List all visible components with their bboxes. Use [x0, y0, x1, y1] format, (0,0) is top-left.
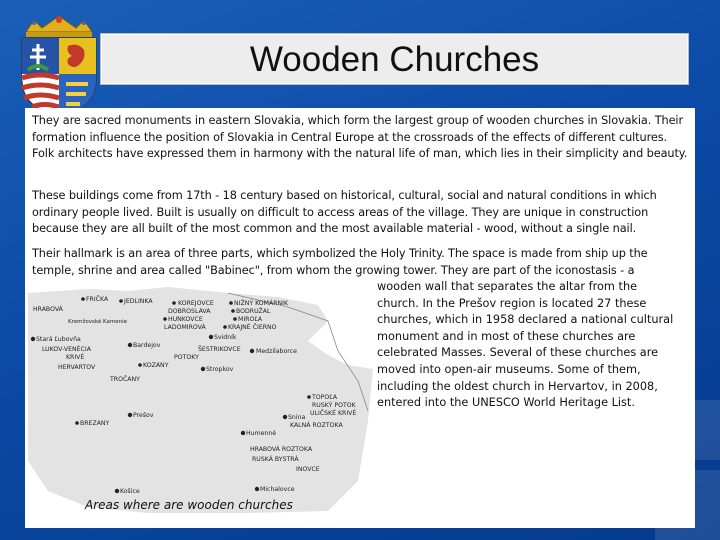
map-marker [128, 413, 132, 417]
map-label-topola: TOPOĽA [312, 394, 338, 401]
map-marker [115, 489, 119, 493]
map-label-hervartov: HERVARTOV [58, 364, 96, 371]
map-label-medzilaborce: Medzilaborce [256, 348, 297, 355]
map-label-kremzovske: Kremžovské Kamenie [68, 319, 128, 325]
map-label-stara-lubovna: Stará Ľubovňa [36, 336, 81, 343]
map-marker [229, 301, 233, 305]
map-marker [138, 363, 142, 367]
map-label-dobroslava: DOBROSLAVA [168, 308, 211, 315]
map-label-bardejov: Bardejov [133, 342, 161, 349]
page-title: Wooden Churches [249, 40, 540, 79]
map-label-michalovce: Michalovce [260, 486, 295, 493]
coat-of-arms-logo [14, 14, 104, 118]
map-label-trocany: TROČANY [110, 376, 140, 383]
map-label-hrabova-roztoka: HRABOVÁ ROZTOKA [250, 446, 313, 453]
map-label-kozany: KOZANY [143, 362, 169, 369]
map-marker [81, 297, 85, 301]
title-bar [100, 33, 689, 85]
map-marker [128, 343, 132, 347]
map-label-sestrikovce: ŠESTRIKOVCE [198, 346, 241, 353]
map-marker [31, 337, 35, 341]
paragraph-origins: They are sacred monuments in eastern Slovakia, which form the largest group of wooden churches in Slovakia. Their formation influence the position of Slovakia in Central Europe at the crossroads of the effects of different cultures. Folk architects have expressed them in harmony with the natural life of man, which lies in their simplicity and beauty. [32, 114, 688, 161]
map-label-nizny-komarnik: NIŽNÝ KOMÁRNIK [234, 300, 289, 307]
map-label-lukov: LUKOV-VENÉCIA [42, 346, 91, 353]
map-label-potoky: POTOKY [174, 354, 199, 361]
map-label-mirola: MIROĽA [238, 316, 263, 323]
map-label-presov: Prešov [133, 412, 154, 419]
content-panel [25, 108, 695, 528]
map-marker [209, 335, 213, 339]
map-label-korejovce: KOREJOVCE [178, 300, 214, 307]
map-marker [307, 395, 311, 399]
paragraph-construction: These buildings come from 17th - 18 century based on historical, cultural, social and natural conditions in which ordinary people lived. Built is usually on difficult to access areas of the village. They are unique in construction because they are all built of the most common and the most available material - wood, without a single nail. [32, 189, 657, 236]
map-label-hunkovce: HUNKOVCE [168, 316, 203, 323]
map-marker [283, 415, 287, 419]
map-label-fricka: FRIČKA [86, 296, 109, 303]
map-label-rusky-potok: RUSKÝ POTOK [312, 402, 356, 409]
map-marker [172, 301, 176, 305]
map-marker [119, 299, 123, 303]
map-label-brezany: BREZANY [80, 420, 110, 427]
map-marker [75, 421, 79, 425]
map-label-krive: KRIVÉ [66, 354, 85, 361]
map-label-kalna-roztoka: KALNÁ ROZTOKA [290, 422, 343, 429]
map-label-jedlinka: JEDLINKA [124, 298, 153, 305]
map-marker [223, 325, 227, 329]
map-label-krajne-cierno: KRAJNÉ ČIERNO [228, 324, 277, 331]
map-label-ladomirova: LADOMIROVÁ [164, 324, 206, 331]
map-label-svidnik: Svidník [214, 334, 237, 341]
map-label-bodruzal: BODRUŽAL [236, 308, 271, 315]
map-marker [201, 367, 205, 371]
map-label-kosice: Košice [120, 488, 140, 495]
map-marker [241, 431, 245, 435]
paragraph-hallmark: Their hallmark is an area of three parts, which symbolized the Holy Trinity. The space is made from ship up the temple, shrine and area called "Babinec", from whom the growing tower. They are part of the iconostasis - a [32, 247, 648, 277]
map-label-ruska-bystra: RUSKÁ BYSTRÁ [252, 456, 299, 463]
map-label-stropkov: Stropkov [206, 366, 234, 373]
map-label-hrabova: HRABOVÁ [33, 306, 63, 313]
map-marker [255, 487, 259, 491]
map-label-snina: Snina [288, 414, 306, 421]
map-label-humenne: Humenné [246, 430, 277, 437]
map-marker [231, 309, 235, 313]
paragraph-hallmark-continued: wooden wall that separates the altar from the church. In the Prešov region is located 27 these churches, which in 1958 declared a national cultural monument and in most of these churches are celebrated Masses. Several of these churches are moved into open-air museums. Some of them, including the oldest church in Hervartov, in 2008, entered into the UNESCO World Heritage List. [377, 280, 674, 410]
map-caption: Areas where are wooden churches [85, 498, 293, 512]
map-marker [163, 317, 167, 321]
church-map [28, 281, 378, 521]
map-label-ulicske: ULIČSKÉ KRIVÉ [310, 410, 357, 417]
map-label-inovce: INOVCE [296, 466, 320, 473]
map-marker [250, 349, 254, 353]
map-marker [233, 317, 237, 321]
